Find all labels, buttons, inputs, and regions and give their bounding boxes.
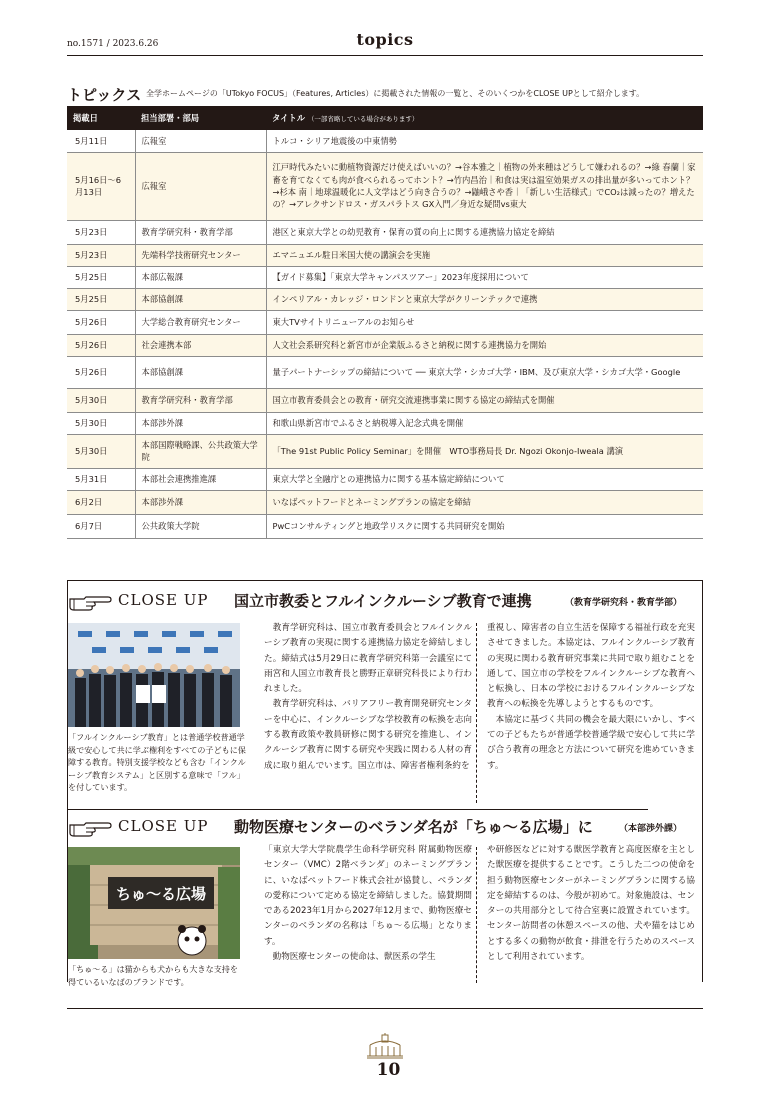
closeup-title: 国立市教委とフルインクルーシブ教育で連携 (234, 592, 532, 610)
cell-dept: 大学総合教育研究センター (135, 310, 266, 334)
topics-description: 全学ホームページの「UTokyo FOCUS」（Features, Articles）に掲載された情報の一覧と、そのいくつかをCLOSE UPとして紹介します。 (146, 89, 645, 98)
article-column (487, 621, 695, 774)
closeup-divider (68, 809, 648, 810)
cell-date: 5月25日 (67, 288, 135, 310)
closeup-header (68, 591, 702, 613)
table-row (67, 412, 703, 434)
table-row (67, 244, 703, 266)
closeup-dept: （本部渉外課） (618, 824, 682, 834)
cell-title: 東京大学と全融庁との連携協力に関する基本協定締結について (266, 468, 703, 490)
closeup-label: CLOSE UP (118, 817, 209, 835)
column-header-title-text: タイトル (272, 113, 306, 123)
page-number: 10 (376, 1060, 401, 1080)
cell-dept: 本部渉外課 (135, 490, 266, 514)
cell-dept: 本部国際戦略課、公共政策大学院 (135, 434, 266, 468)
column-divider (476, 623, 477, 803)
header-rule (67, 55, 703, 56)
article-text: 重視し、障害者の自立生活を保障する福祉行政を充実させてきました。本協定は、フルインクルーシブ教育の実現に関わる教育研究事業に共同で取り組むことを通して、国立市の学校をフルインクルーシブな教育へと転換し、日本の学校におけるフルインクルーシブな教育への転換を先導しようとするものです。 本協定に基づく共同の機会を最大限にいかし、すべての子どもたちが普通学校普通学級で安心して共に学び合う教育の理念と方法について研究を進めていきます。 (487, 623, 695, 771)
cell-dept: 本部協創課 (135, 356, 266, 388)
cell-title: トルコ・シリア地震後の中東情勢 (266, 130, 703, 152)
section-title: topics (356, 30, 414, 49)
cell-date: 6月7日 (67, 514, 135, 538)
table-row (67, 514, 703, 538)
article-column (487, 843, 695, 965)
table-header-row (67, 106, 703, 130)
cell-date: 5月16日～6月13日 (67, 152, 135, 220)
page-header (67, 30, 703, 56)
cell-dept: 本部協創課 (135, 288, 266, 310)
table-row (67, 334, 703, 356)
bottom-rule (67, 1008, 703, 1009)
article-text: 「東京大学大学院農学生命科学研究科 附属動物医療センター（VMC）2階ベランダ」のネーミングプランに、いなばペットフード株式会社が協賛し、ベランダの愛称について定める協定を締結しました。協賛期間である2023年1月から2027年12月まで、動物医療センターのベランダの名称は「ちゅ～る広場」となります。 動物医療センターの使命は、獣医系の学生 (264, 845, 472, 963)
table-body (67, 130, 703, 538)
cell-title: 江戸時代みたいに動植物資源だけ使えばいいの？→谷本雅之｜植物の外来種はどうして嫌われるの？→綠 春蘭｜家畜を育てなくても肉が食べられるってホント？→竹内昌治｜和食は実は温室効果ガスの排出量が多いってホント？→杉本 南｜地球温暖化に人文学はどう向き合うの？→鼬峨さや香｜「新しい生活様式」でCO₂は減ったの？増えたの？→アレクサンドロス・ガスパラトス GX入門／身近な疑問vs東大 (266, 152, 703, 220)
article-text: や研修医などに対する獣医学教育と高度医療を主とした獣医療を提供することです。こうした二つの使命を担う動物医療センターがネーミングプランに関する協定を締結するのは、今般が初めて。対象施設は、センターの共用部分として待合室裏に設置されています。センター訪問者の休憩スペースの他、犬や猫をはじめとする多くの動物が飲食・排泄を行うためのスペースとして利用されています。 (487, 845, 695, 963)
cell-dept: 教育学研究科・教育学部 (135, 220, 266, 244)
issue-info: no.1571 / 2023.6.26 (67, 39, 159, 49)
column-header-date: 掲載日 (67, 106, 135, 130)
cell-title: いなばペットフードとネーミングプランの協定を締結 (266, 490, 703, 514)
cell-dept: 公共政策大学院 (135, 514, 266, 538)
cell-date: 5月23日 (67, 244, 135, 266)
cell-dept: 広報室 (135, 130, 266, 152)
cell-title: 量子パートナーシップの締結について ── 東京大学・シカゴ大学・IBM、及び東京大学・シカゴ大学・Google (266, 356, 703, 388)
cell-date: 5月30日 (67, 434, 135, 468)
sign-text: ちゅ～る広場 (115, 885, 207, 903)
table-row (67, 356, 703, 388)
cell-date: 5月26日 (67, 310, 135, 334)
table-row (67, 152, 703, 220)
table-row (67, 434, 703, 468)
cell-dept: 本部渉外課 (135, 412, 266, 434)
cell-date: 5月11日 (67, 130, 135, 152)
table-row (67, 266, 703, 288)
cell-title: 国立市教育委員会との教育・研究交流連携事業に関する協定の締結式を開催 (266, 388, 703, 412)
cell-dept: 本部社会連携推進課 (135, 468, 266, 490)
cell-dept: 本部広報課 (135, 266, 266, 288)
table-row (67, 288, 703, 310)
cell-date: 5月26日 (67, 356, 135, 388)
pointing-hand-icon (68, 819, 112, 837)
cell-title: インペリアル・カレッジ・ロンドンと東京大学がクリーンテックで連携 (266, 288, 703, 310)
closeup-header (68, 817, 702, 839)
photo-caption: 「ちゅ～る」は猫からも犬からも大きな支持を得ているいなばのブランドです。 (68, 964, 238, 987)
column-header-dept: 担当部署・部局 (135, 106, 266, 130)
cell-title: エマニュエル駐日米国大使の講演会を実施 (266, 244, 703, 266)
photo-caption: 「フルインクルーシブ教育」とは普通学校普通学級で安心して共に学ぶ権利をすべての子どもに保障する教育。特別支援学校なども含む「インクルーシブ教育システム」と区別する意味で「フル」を付しています。 (68, 732, 246, 793)
pointing-hand-icon (68, 593, 112, 611)
table-row (67, 468, 703, 490)
column-header-title (266, 106, 703, 130)
cell-date: 5月30日 (67, 388, 135, 412)
veranda-sign-photo (68, 847, 240, 959)
table-row (67, 388, 703, 412)
cell-title: 人文社会系研究科と新宮市が企業版ふるさと納税に関する連携協力を開始 (266, 334, 703, 356)
table-row (67, 220, 703, 244)
closeup-label: CLOSE UP (118, 591, 209, 609)
table-row (67, 310, 703, 334)
article-text: 教育学研究科は、国立市教育委員会とフルインクルーシブ教育の実現に関する連携協力協定を締結しました。締結式は5月29日に教育学研究科第一会議室にて雨宮和人国立市教育長と勝野正章研究科長により行われました。 教育学研究科は、バリアフリー教育開発研究センターを中心に、インクルーシブな学校教育の転換を志向する教育政策や教員研修に関する研究を推進し、インクルーシブ教育に関する研究や実践に関わる人材の育成に取り組んでいます。国立市は、障害者権利条約を (264, 623, 472, 771)
article-column (264, 843, 472, 965)
column-divider (476, 847, 477, 983)
cell-title: PwCコンサルティングと地政学リスクに関する共同研究を開始 (266, 514, 703, 538)
cell-title: 「The 91st Public Policy Seminar」を開催 WTO事務局長 Dr. Ngozi Okonjo-Iweala 講演 (266, 434, 703, 468)
closeup-section (67, 580, 703, 987)
cell-title: 【ガイド募集】「東京大学キャンパスツアー」2023年度採用について (266, 266, 703, 288)
cell-date: 5月26日 (67, 334, 135, 356)
cell-title: 東大TVサイトリニューアルのお知らせ (266, 310, 703, 334)
article-column (264, 621, 472, 774)
table-row (67, 130, 703, 152)
signing-ceremony-photo (68, 623, 240, 727)
table-row (67, 490, 703, 514)
cell-date: 5月30日 (67, 412, 135, 434)
cell-dept: 先端科学技術研究センター (135, 244, 266, 266)
cell-title: 和歌山県新宮市でふるさと納税導入記念式典を開催 (266, 412, 703, 434)
cell-date: 5月25日 (67, 266, 135, 288)
topics-heading: トピックス (67, 86, 142, 104)
closeup-dept: （教育学研究科・教育学部） (564, 598, 682, 608)
column-header-title-note: （一部省略している場合があります） (307, 115, 419, 123)
closeup-title: 動物医療センターのベランダ名が「ちゅ～る広場」に (234, 818, 593, 836)
cell-date: 6月2日 (67, 490, 135, 514)
yasuda-auditorium-icon (366, 1033, 404, 1059)
cell-dept: 社会連携本部 (135, 334, 266, 356)
cell-date: 5月31日 (67, 468, 135, 490)
topics-table (67, 106, 703, 539)
cell-dept: 広報室 (135, 152, 266, 220)
cell-dept: 教育学研究科・教育学部 (135, 388, 266, 412)
cell-date: 5月23日 (67, 220, 135, 244)
cell-title: 港区と東京大学との幼児教育・保育の質の向上に関する連携協力協定を締結 (266, 220, 703, 244)
